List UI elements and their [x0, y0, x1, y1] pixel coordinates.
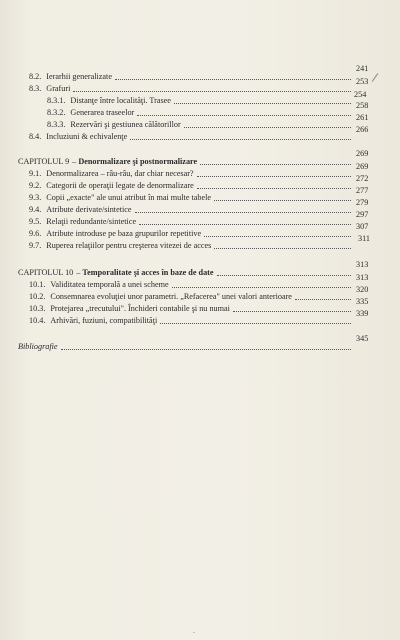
- chapter-heading: [18, 266, 354, 278]
- entry-title: Atribute derivate/sintetice: [46, 205, 132, 214]
- leader-dots: [197, 176, 351, 177]
- bibliography-title: Bibliografie: [18, 342, 58, 351]
- toc-entry: [29, 215, 354, 227]
- leader-dots: [233, 311, 351, 312]
- entry-title: Grafuri: [46, 84, 71, 93]
- entry-page: 266: [356, 125, 369, 134]
- toc-entry: [29, 278, 354, 290]
- entry-number: 10.4.: [29, 316, 46, 325]
- entry-title: Ruperea relaţiilor pentru creşterea vitezei de acces: [46, 241, 212, 250]
- chapter-title-text: Denormalizare şi postnormalizare: [78, 157, 198, 166]
- entry-page: 311: [358, 234, 370, 243]
- toc-entry: [29, 82, 354, 94]
- chapter-page: 313: [356, 260, 369, 269]
- leader-dots: [200, 164, 351, 165]
- chapter-label: CAPITOLUL 9: [18, 157, 70, 166]
- entry-title: Incluziuni & echivalenţe: [46, 132, 128, 141]
- entry-page: 335: [356, 297, 369, 306]
- entry-number: 8.2.: [29, 72, 42, 81]
- leader-dots: [73, 91, 351, 92]
- entry-page: 269: [356, 162, 369, 171]
- chapter-title: – Temporalitate şi acces în baze de date: [76, 268, 214, 277]
- leader-dots: [130, 139, 351, 140]
- toc-entry: [47, 118, 354, 130]
- entry-number: 9.3.: [29, 193, 42, 202]
- leader-dots: [61, 349, 351, 350]
- leader-dots: [217, 275, 351, 276]
- entry-number: 8.4.: [29, 132, 42, 141]
- entry-page: 307: [356, 222, 369, 231]
- entry-title: Protejarea „trecutului". Închideri contabile şi nu numai: [50, 304, 230, 313]
- entry-title: Arhivări, fuziuni, compatibilităţi: [50, 316, 158, 325]
- toc-entry: [29, 290, 354, 302]
- bibliography-page: 345: [356, 334, 369, 343]
- entry-number: 9.2.: [29, 181, 42, 190]
- entry-page: 272: [356, 174, 369, 183]
- entry-page: 258: [356, 101, 369, 110]
- chapter-title: – Denormalizare şi postnormalizare: [72, 157, 198, 166]
- entry-number: 9.5.: [29, 217, 42, 226]
- entry-title: Consemnarea evoluţiei unor parametri. „Refacerea" unei valori anterioare: [50, 292, 292, 301]
- entry-title: Ierarhii generalizate: [46, 72, 112, 81]
- entry-number: 8.3.1.: [47, 96, 66, 105]
- entry-number: 10.3.: [29, 304, 46, 313]
- bibliography-entry: [18, 340, 354, 352]
- pen-mark: [372, 73, 379, 82]
- entry-page: 254: [354, 90, 367, 99]
- toc-entry: [29, 302, 354, 314]
- entry-number: 9.7.: [29, 241, 42, 250]
- toc-entry: [29, 130, 354, 142]
- entry-page: 320: [356, 285, 369, 294]
- leader-dots: [174, 103, 351, 104]
- leader-dots: [137, 115, 351, 116]
- entry-number: 10.1.: [29, 280, 46, 289]
- leader-dots: [184, 127, 351, 128]
- entry-title: Atribute introduse pe baza grupurilor repetitive: [46, 229, 202, 238]
- toc-entry: [29, 239, 354, 251]
- entry-number: 8.3.2.: [47, 108, 66, 117]
- leader-dots: [295, 299, 351, 300]
- entry-title: Generarea traseelor: [70, 108, 135, 117]
- entry-title: Categorii de operaţii legate de denormalizare: [46, 181, 194, 190]
- toc-entry: [29, 167, 354, 179]
- entry-title: Relaţii redundante/sintetice: [46, 217, 137, 226]
- entry-number: 10.2.: [29, 292, 46, 301]
- entry-number: 9.6.: [29, 229, 42, 238]
- entry-page: 297: [356, 210, 369, 219]
- entry-page: 261: [356, 113, 369, 122]
- entry-title: Validitatea temporală a unei scheme: [50, 280, 169, 289]
- entry-title: Rezervări şi gestiunea călătorillor: [70, 120, 181, 129]
- chapter-page: 269: [356, 149, 369, 158]
- toc-entry: [29, 191, 354, 203]
- leader-dots: [135, 212, 351, 213]
- leader-dots: [197, 188, 351, 189]
- entry-number: 9.1.: [29, 169, 42, 178]
- leader-dots: [214, 200, 351, 201]
- toc-entry: [47, 106, 354, 118]
- toc-entry: [29, 179, 354, 191]
- chapter-label: CAPITOLUL 10: [18, 268, 74, 277]
- toc-entry: [29, 70, 354, 82]
- leader-dots: [172, 287, 351, 288]
- entry-title: Denormalizarea – râu-râu, dar chiar necesar?: [46, 169, 194, 178]
- toc-entry: [29, 203, 354, 215]
- leader-dots: [214, 248, 351, 249]
- entry-number: 9.4.: [29, 205, 42, 214]
- chapter-title-text: Temporalitate şi acces în baze de date: [82, 268, 214, 277]
- entry-page: 253: [356, 77, 369, 86]
- entry-page: 313: [356, 273, 369, 282]
- toc-entry: [47, 94, 354, 106]
- leader-dots: [115, 79, 351, 80]
- leader-dots: [160, 323, 351, 324]
- entry-page: 279: [356, 198, 369, 207]
- entry-page: 277: [356, 186, 369, 195]
- entry-title: Copii „exacte" ale unui atribut în mai multe tabele: [46, 193, 212, 202]
- leader-dots: [139, 224, 351, 225]
- toc-entry: [29, 227, 354, 239]
- leader-dots: [204, 236, 351, 237]
- footer-mark: -: [193, 630, 195, 636]
- entry-number: 8.3.3.: [47, 120, 66, 129]
- entry-page: 241: [356, 64, 369, 73]
- chapter-heading: [18, 155, 354, 167]
- entry-title: Distanţe între localităţi. Trasee: [70, 96, 171, 105]
- entry-page: 339: [356, 309, 369, 318]
- entry-number: 8.3.: [29, 84, 42, 93]
- toc-entry: [29, 314, 354, 326]
